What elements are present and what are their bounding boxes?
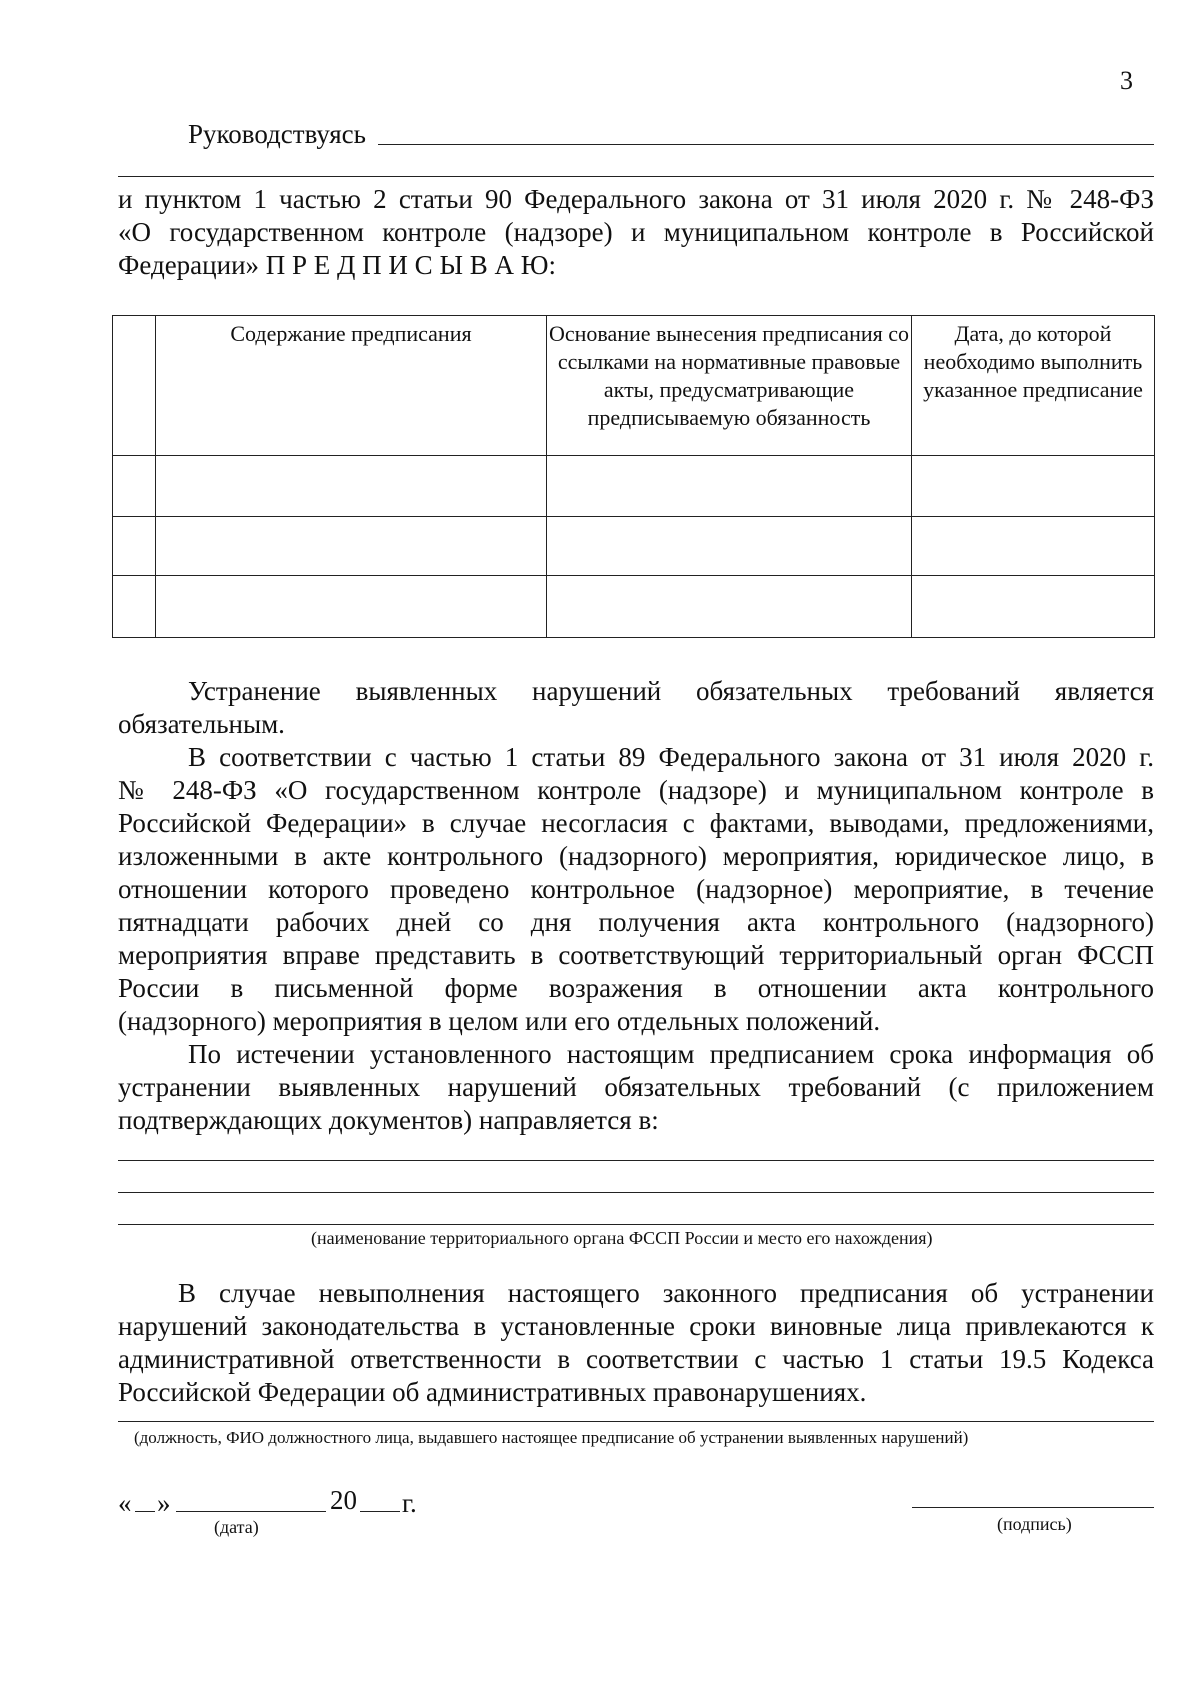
table-row [113,456,1155,517]
paragraph-line: В случае невыполнения настоящего законного предписания об устранении [178,1278,1154,1308]
header-line-3: Федерации» П Р Е Д П И С Ы В А Ю: [118,250,556,280]
header-line-2: «О государственном контроле (надзоре) и муниципальном контроле в Российской [118,217,1154,247]
date-year-prefix: 20 [330,1485,357,1515]
table-cell-number[interactable] [113,456,156,517]
paragraph-mandatory [118,675,1154,741]
paragraph-line: подтверждающих документов) направляется в: [118,1105,659,1135]
paragraph-line: изложенными в акте контрольного (надзорного) мероприятия, юридическое лицо, в [118,841,1154,871]
table-cell-number[interactable] [113,517,156,576]
date-open-quote: « [118,1488,132,1518]
paragraph-line: пятнадцати рабочих дней со дня получения акта контрольного (надзорного) [118,907,1154,937]
table-cell-content[interactable] [156,517,547,576]
authority-fill-line-1[interactable] [118,1160,1154,1161]
paragraph-line: (надзорного) мероприятия в целом или его отдельных положений. [118,1006,881,1036]
paragraph-line: России в письменной форме возражения в отношении акта контрольного [118,973,1154,1003]
date-month-line[interactable] [176,1511,326,1512]
paragraph-line: № 248-ФЗ «О государственном контроле (надзоре) и муниципальном контроле в [118,775,1154,805]
guided-by-fill-line-2[interactable] [118,176,1154,177]
signature-caption: (подпись) [997,1514,1072,1534]
header-line-1: и пунктом 1 частью 2 статьи 90 Федерального закона от 31 июля 2020 г. № 248-ФЗ [118,184,1154,214]
paragraph-line: устранении выявленных нарушений обязательных требований (с приложением [118,1072,1154,1102]
date-caption: (дата) [214,1517,259,1537]
table-cell-deadline[interactable] [912,456,1155,517]
paragraph-line: мероприятия вправе представить в соответствующий территориальный орган ФССП [118,940,1154,970]
table-cell-basis[interactable] [547,517,912,576]
paragraph-report-to [118,1038,1154,1137]
table-cell-basis[interactable] [547,576,912,638]
paragraph-line: обязательным. [118,709,285,739]
paragraph-line: В соответствии с частью 1 статьи 89 Федерального закона от 31 июля 2020 г. [188,742,1154,772]
table-cell-deadline[interactable] [912,576,1155,638]
authority-fill-line-2[interactable] [118,1192,1154,1193]
paragraph-liability [118,1277,1154,1409]
paragraph-line: отношении которого проведено контрольное (надзорное) мероприятие, в течение [118,874,1154,904]
date-year-line[interactable] [360,1511,400,1512]
table-row [113,517,1155,576]
official-fill-line[interactable] [118,1421,1154,1422]
header-deadline: Дата, до которой необходимо выполнить указанное предписание [912,316,1155,456]
paragraph-line: административной ответственности в соответствии с частью 1 статьи 19.5 Кодекса [118,1344,1154,1374]
date-day-line[interactable] [135,1511,155,1512]
authority-caption: (наименование территориального органа ФССП России и место его нахождения) [311,1228,933,1248]
table-row [113,576,1155,638]
header-content: Содержание предписания [156,316,547,456]
paragraph-line: нарушений законодательства в установленные сроки виновные лица привлекаются к [118,1311,1154,1341]
paragraph-line: Российской Федерации» в случае несогласия с фактами, выводами, предложениями, [118,808,1154,838]
guided-by-label: Руководствуясь [188,119,366,149]
paragraph-objection [118,741,1154,1038]
signature-line[interactable] [912,1507,1154,1508]
official-caption: (должность, ФИО должностного лица, выдавшего настоящее предписание об устранении выявленных нарушений) [134,1428,969,1447]
paragraph-line: Российской Федерации об административных правонарушениях. [118,1377,867,1407]
table-cell-content[interactable] [156,576,547,638]
prescription-table [112,315,1155,638]
date-year-suffix: г. [402,1488,417,1518]
header-basis: Основание вынесения предписания со ссылками на нормативные правовые акты, предусматривающие предписываемую обязанность [547,316,912,456]
table-cell-number[interactable] [113,576,156,638]
table-header-row [113,316,1155,456]
guided-by-fill-line[interactable] [378,144,1154,145]
page-number: 3 [1120,66,1133,95]
date-close-quote: » [157,1488,171,1518]
table-cell-deadline[interactable] [912,517,1155,576]
table-cell-content[interactable] [156,456,547,517]
paragraph-line: По истечении установленного настоящим предписанием срока информация об [188,1039,1154,1069]
table-cell-basis[interactable] [547,456,912,517]
header-number-cell [113,316,156,456]
paragraph-line: Устранение выявленных нарушений обязательных требований является [188,676,1154,706]
authority-fill-line-3[interactable] [118,1224,1154,1225]
